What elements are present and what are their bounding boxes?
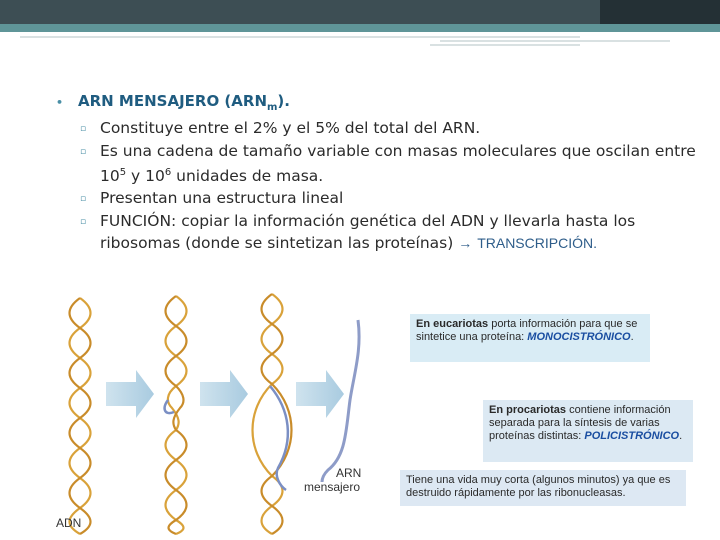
list-item	[80, 210, 696, 254]
slide-text	[56, 92, 696, 254]
list-item	[80, 187, 696, 210]
list-item	[80, 117, 696, 140]
list-item-text: FUNCIÓN: copiar la información genética del ADN y llevarla hasta los ribosomas (donde se sintetizan las proteínas) → TRANSCRIPCIÓN.	[100, 212, 636, 253]
header-stripe	[0, 24, 720, 32]
transcription-label: TRANSCRIPCIÓN.	[477, 235, 597, 252]
label-adn: ADN	[56, 516, 82, 530]
arrow-icon: →	[458, 235, 473, 252]
heading-text: ARN MENSAJERO (ARN	[78, 92, 267, 110]
heading-end: ).	[277, 92, 290, 110]
list-item-text: Es una cadena de tamaño variable con masas moleculares que oscilan entre $10^5$ y $10^6$ unidades de masa.	[100, 142, 696, 186]
info-box-lifetime: Tiene una vida muy corta (algunos minutos) ya que es destruido rápidamente por las ribonucleasas.	[400, 470, 686, 506]
arrow-shape-3	[296, 370, 344, 418]
arrow-shape-1	[106, 370, 154, 418]
list-item-text: Presentan una estructura lineal	[100, 189, 344, 208]
bullet-list	[80, 117, 696, 254]
label-mensajero: mensajero	[304, 480, 361, 494]
header-rules	[0, 32, 720, 52]
info-box-eukaryotes: En eucariotas porta información para que se sintetice una proteína: MONOCISTRÓNICO.	[410, 314, 650, 362]
list-item	[80, 140, 696, 187]
square-bullet-icon: ▫	[80, 194, 87, 205]
dna-helix-2	[166, 296, 187, 534]
square-bullet-icon: ▫	[80, 147, 87, 157]
header-bar-accent	[600, 0, 720, 24]
info-box-prokaryotes: En procariotas contiene información separada para la síntesis de varias proteínas distintas: POLICISTRÓNICO.	[483, 400, 693, 462]
arrow-shape-2	[200, 370, 248, 418]
square-bullet-icon: ▫	[80, 124, 87, 134]
square-bullet-icon: ▫	[80, 217, 87, 228]
transcription-figure	[50, 290, 690, 535]
bullet-mark: •	[56, 96, 64, 109]
label-arn: ARN	[336, 466, 362, 480]
main-heading	[56, 92, 696, 113]
dna-helix-1	[70, 298, 91, 534]
list-item-text: Constituye entre el 2% y el 5% del total del ARN.	[100, 119, 481, 137]
heading-subscript: m	[267, 102, 278, 113]
